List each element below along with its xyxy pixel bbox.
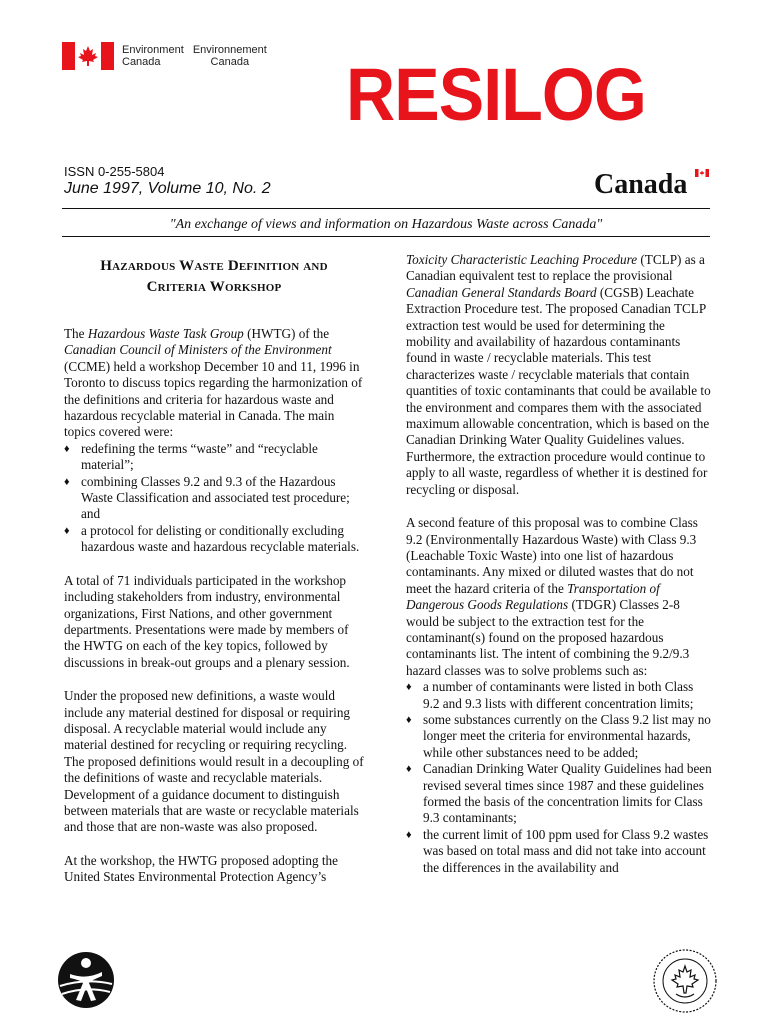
recycled-paper-seal-icon (652, 948, 718, 1014)
environmental-choice-logo-icon (56, 950, 116, 1010)
left-column (64, 256, 364, 903)
dept-fr-line2: Canada (210, 56, 250, 68)
definitions-paragraph: Under the proposed new definitions, a waste would include any material destined for disposal or requiring disposal. A recyclable material would include any material destined for recycling or requiring recycling. The proposed definitions would result in a decoupling of the definitions of waste and recyclable materials. Development of a guidance document to distinguish between materials that are waste or recyclable materials and those that are non-waste was also proposed. (64, 688, 364, 835)
header-top-rule (62, 208, 710, 209)
hwtg-name: Hazardous Waste Task Group (87, 326, 244, 341)
intro-paragraph: The Hazardous Waste Task Group (HWTG) of the Canadian Council of Ministers of the Environment (CCME) held a workshop December 10 and 11, 1996 in Toronto to discuss topics regarding the harmonization of the definitions and criteria for hazardous waste and hazardous recyclable material in Canada. The main topics covered were: (64, 326, 363, 440)
dept-en-line1: Environment (122, 44, 184, 56)
diamond-bullet-icon: ♦ (406, 681, 412, 694)
tdgr-name: Transportation of Dangerous Goods Regulations (406, 580, 660, 613)
list-item: ♦ Canadian Drinking Water Quality Guidelines had been revised several times since 1987 and these guidelines formed the basis of the concentration limits for Class 9.3 contaminants; (406, 761, 712, 826)
problems-list (406, 679, 712, 876)
canada-flag-icon (62, 42, 114, 70)
dept-en-line2: Canada (122, 56, 161, 68)
canada-wordmark: Canada (594, 169, 688, 200)
list-item: ♦ some substances currently on the Class 9.2 list may no longer meet the criteria for environmental hazards, while other substances need to be added; (406, 711, 711, 760)
issue-date: June 1997, Volume 10, No. 2 (64, 180, 271, 197)
headline-line1: Hazardous Waste Definition and (100, 258, 328, 274)
newsletter-title: RESILOG (346, 53, 646, 136)
header-bottom-rule (62, 236, 710, 237)
tclp-name: Toxicity Characteristic Leaching Procedure (406, 252, 638, 267)
diamond-bullet-icon: ♦ (406, 713, 412, 726)
participants-paragraph: A total of 71 individuals participated in the workshop including stakeholders from industry, environmental organizations, First Nations, and other government departments. Presentations were made by members of the HWTG on each of the key topics, followed by discussions in break-out groups and a plenary session. (64, 572, 350, 670)
issn-number: ISSN 0-255-5804 (64, 164, 165, 179)
headline-line2: Criteria Workshop (146, 279, 282, 295)
diamond-bullet-icon: ♦ (64, 475, 70, 488)
diamond-bullet-icon: ♦ (64, 524, 70, 537)
diamond-bullet-icon: ♦ (406, 763, 412, 776)
wordmark-flag-icon (695, 169, 709, 177)
article-headline (64, 256, 364, 298)
list-item: ♦ combining Classes 9.2 and 9.3 of the Hazardous Waste Classification and associated test procedure; and (64, 473, 350, 522)
second-feature-paragraph: A second feature of this proposal was to combine Class 9.2 (Environmentally Hazardous Waste) with Class 9.3 (Leachable Toxic Waste) into one list of hazardous contaminants. Any mixed or diluted wastes that do not meet the hazard criteria of the Transportation of Dangerous Goods Regulations (TDGR) Classes 2-8 would be subject to the extraction test for the contaminant(s) found on the proposed hazardous contaminants list. The intent of combining the 9.2/9.3 hazard classes was to solve problems such as: (406, 515, 698, 678)
tagline: "An exchange of views and information on Hazardous Waste across Canada" (169, 217, 603, 232)
right-column (406, 252, 712, 893)
diamond-bullet-icon: ♦ (406, 828, 412, 841)
hwtg-proposal-paragraph: At the workshop, the HWTG proposed adopting the United States Environmental Protection Agency’s (64, 852, 338, 885)
ccme-name: Canadian Council of Ministers of the Environment (64, 342, 332, 358)
department-signature (122, 44, 273, 68)
list-item: ♦ a number of contaminants were listed in both Class 9.2 and 9.3 lists with different concentration limits; (406, 679, 694, 711)
topics-list (64, 441, 364, 556)
list-item: ♦ redefining the terms “waste” and “recyclable material”; (64, 440, 318, 473)
list-item: ♦ the current limit of 100 ppm used for Class 9.2 wastes was based on total mass and did not take into account the differences in the availability and (406, 826, 709, 875)
dept-fr-line1: Environnement (192, 44, 267, 56)
tclp-paragraph: Toxicity Characteristic Leaching Procedure (TCLP) as a Canadian equivalent test to replace the provisional Canadian General Standards Board (CGSB) Leachate Extraction Procedure test. The proposed Canadian TCLP extraction test would be used for determining the mobility and availability of hazardous contaminants found in waste / recyclable materials. This test characterizes waste / recyclable materials that contain quantities of toxic contaminants that could be available to the environment and compares them with the associated maximum allowable concentration, which is based on the Canadian Drinking Water Quality Guidelines values. Furthermore, the extraction procedure would continue to apply to all waste, regardless of whether it is destined for recycling or disposal. (406, 252, 711, 497)
diamond-bullet-icon: ♦ (64, 442, 70, 455)
list-item: ♦ a protocol for delisting or conditionally excluding hazardous waste and hazardous recyclable materials. (64, 522, 360, 555)
cgsb-name: Canadian General Standards Board (406, 284, 597, 300)
